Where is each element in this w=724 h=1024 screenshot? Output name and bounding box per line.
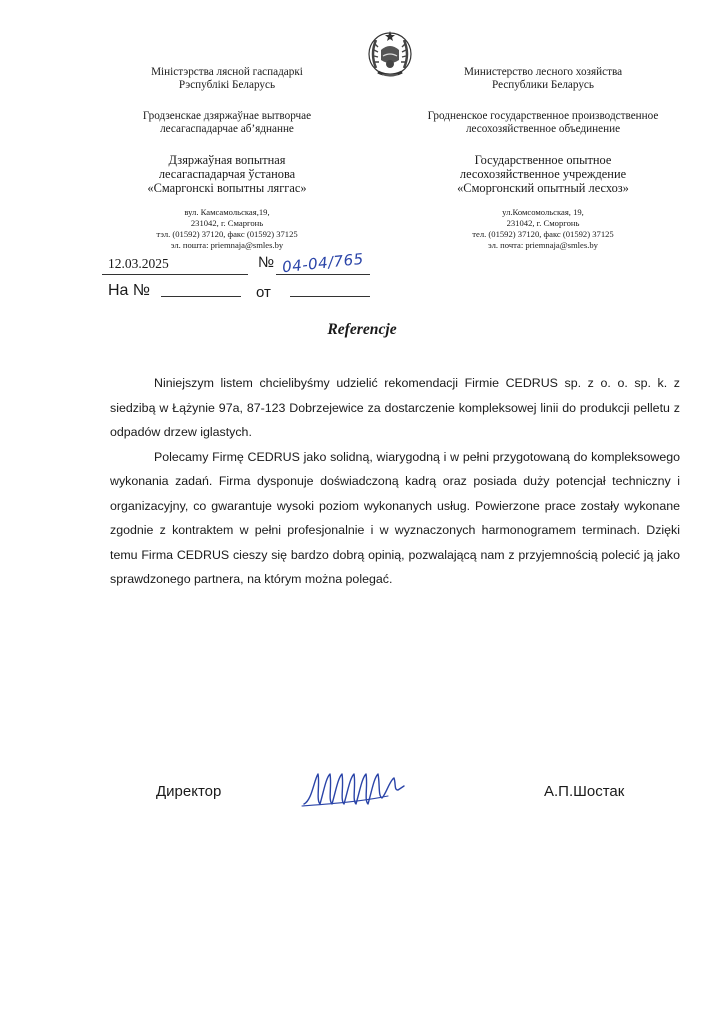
address-line-1: ул.Комсомольская, 19, — [502, 207, 584, 217]
address-line-2: 231042, г. Смаргонь — [190, 218, 264, 228]
paragraph: Niniejszym listem chcielibyśmy udzielić rekomendacji Firmie CEDRUS sp. z o. o. sp. k. z siedzibą w Łążynie 97a, 87-123 Dobrzejewice za dostarczenie kompleksowej linii do produkcji pelletu z odpadów drzew iglastych. — [110, 376, 680, 439]
incoming-date-label: от — [256, 284, 271, 301]
ministry-line-1: Министерство лесного хозяйства — [463, 66, 623, 78]
letter-body — [110, 371, 680, 592]
incoming-number-underline — [161, 296, 241, 297]
signatory-position: Директор — [156, 783, 222, 800]
association-line-2: лесохозяйственное объединение — [465, 123, 621, 135]
association-line-1: Гродненское государственное производственное — [427, 110, 659, 122]
address-line-1: вул. Камсамольская,19, — [184, 207, 270, 217]
letter-date: 12.03.2025 — [108, 256, 169, 271]
institution-line-3: «Сморгонский опытный лесхоз» — [457, 181, 629, 195]
incoming-date-underline — [290, 296, 370, 297]
document-title: Referencje — [327, 321, 397, 338]
number-underline — [276, 274, 370, 275]
ministry-line-2: Рэспублікі Беларусь — [178, 79, 276, 91]
state-emblem-icon — [366, 28, 414, 82]
institution-line-3: «Смаргонскі вопытны ляггас» — [147, 181, 307, 195]
address-line-4: эл. почта: priemnaja@smles.by — [488, 240, 598, 250]
outgoing-number: 04-04/765 — [281, 249, 365, 277]
institution-line-2: лесагаспадарчая ўстанова — [158, 167, 296, 181]
signature-icon — [298, 760, 410, 812]
incoming-number-label: На № — [108, 282, 151, 299]
paragraph: Polecamy Firmę CEDRUS jako solidną, wiarygodną i w pełni przygotowaną do kompleksowego wykonania zadań. Firma dysponuje doświadczoną kadrą oraz posiada duży potencjał techniczny i organizacyjny, co gwarantuje wysoki poziom wykonanych usług. Powierzone prace zostały wykonane zgodnie z kontraktem w pełni profesjonalnie i w wyznaczonych harmonogramem terminach. Dzięki temu Firma CEDRUS cieszy się bardzo dobrą opinią, pozwalającą nam z przyjemnością polecić ją jako sprawdzonego partnera, na którym można polegać. — [110, 449, 680, 586]
date-underline — [102, 274, 248, 275]
address-line-2: 231042, г. Сморгонь — [506, 218, 580, 228]
association-line-1: Гродзенскае дзяржаўнае вытворчае — [142, 110, 312, 122]
association-line-2: лесагаспадарчае аб’яднанне — [160, 123, 294, 135]
address-line-3: тэл. (01592) 37120, факс (01592) 37125 — [156, 229, 298, 239]
address-line-3: тел. (01592) 37120, факс (01592) 37125 — [472, 229, 614, 239]
institution-line-2: лесохозяйственное учреждение — [459, 167, 627, 181]
institution-line-1: Дзяржаўная вопытная — [168, 153, 286, 167]
ministry-line-1: Міністэрства лясной гаспадаркі — [151, 66, 303, 78]
address-line-4: эл. пошта: priemnaja@smles.by — [170, 240, 284, 250]
number-label: № — [258, 254, 275, 271]
institution-line-1: Государственное опытное — [474, 153, 612, 167]
signatory-name: А.П.Шостак — [544, 783, 625, 800]
ministry-line-2: Республики Беларусь — [492, 79, 594, 91]
